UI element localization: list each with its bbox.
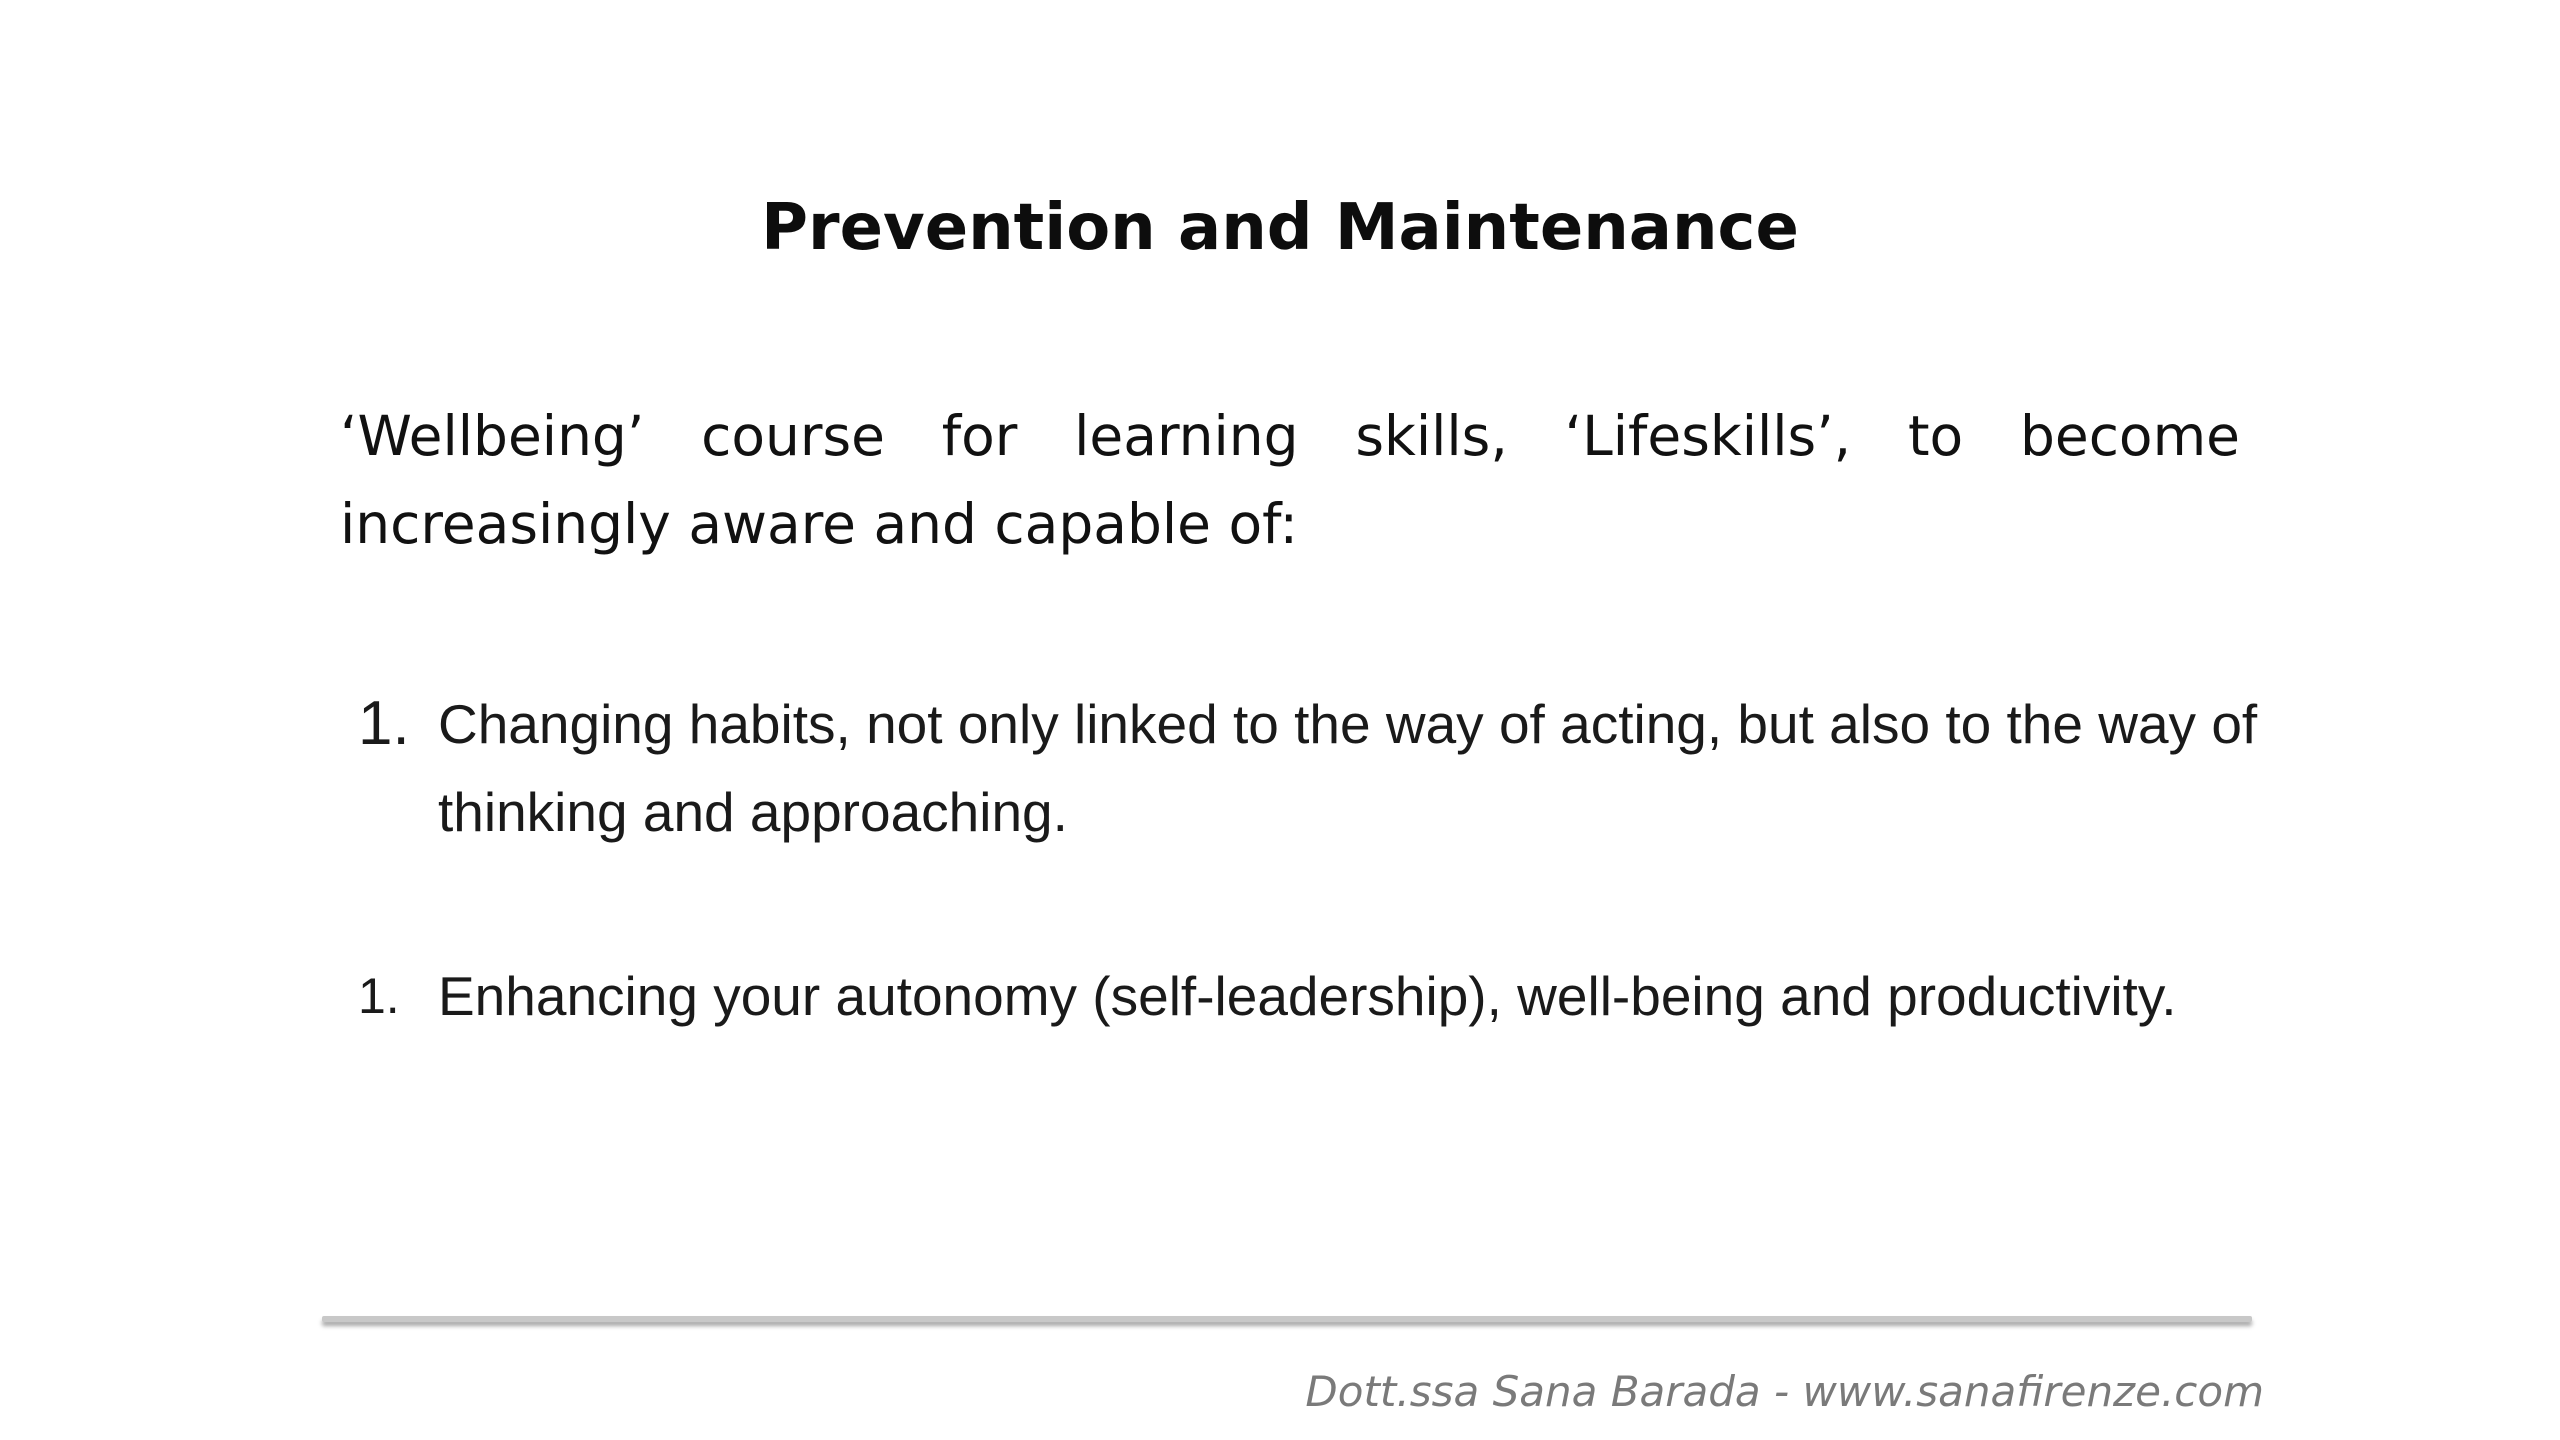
footer-credit: Dott.ssa Sana Barada - www.sanafirenze.com: [1305, 1367, 2264, 1416]
list-item-number: 1.: [358, 689, 410, 758]
list-item-text: Changing habits, not only linked to the way of acting, but also to the way of thinking and approaching.: [438, 693, 2258, 843]
list-item: [358, 952, 2288, 1040]
list-item-text: Enhancing your autonomy (self-leadership), well-being and productivity.: [438, 965, 2177, 1027]
footer-divider: [322, 1316, 2252, 1322]
intro-paragraph: ‘Wellbeing’ course for learning skills, ‘Lifeskills’, to become increasingly aware and capable of:: [340, 404, 2240, 556]
list-item: [358, 680, 2288, 856]
slide-title: Prevention and Maintenance: [761, 191, 1799, 265]
list-item-number: 1.: [358, 968, 400, 1024]
